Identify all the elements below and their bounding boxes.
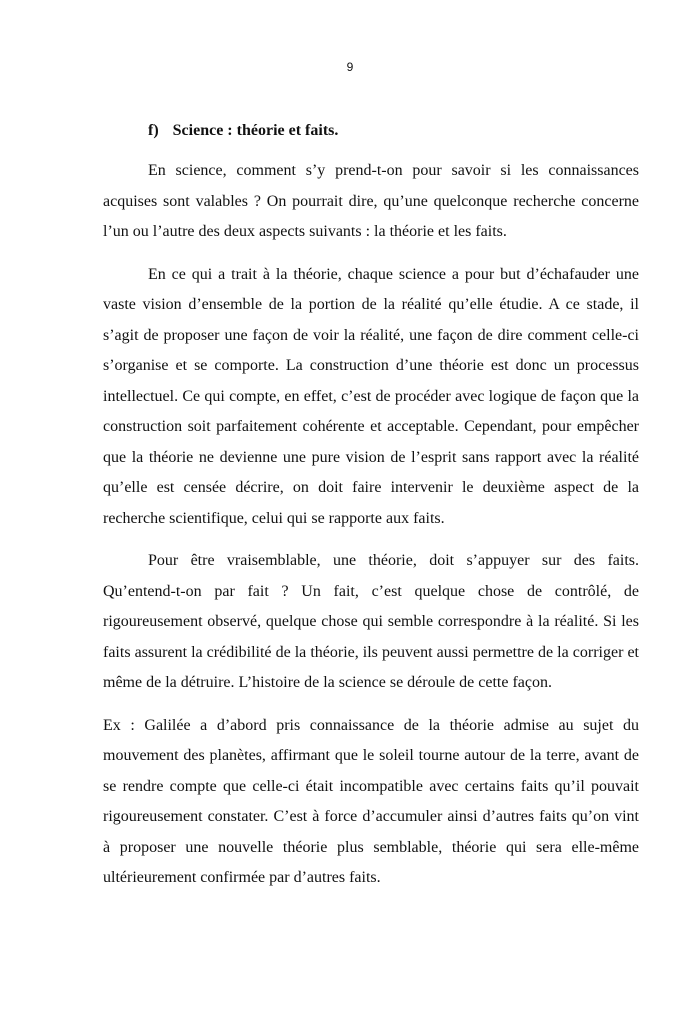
section-heading (103, 116, 639, 146)
paragraph-example: Ex : Galilée a d’abord pris connaissance de la théorie admise au sujet du mouvement des planètes, affirmant que le soleil tourne autour de la terre, avant de se rendre compte que celle-ci était incompatible avec certains faits qu’il pouvait rigoureusement constater. C’est à force d’accumuler ainsi d’autres faits qu’on vint à proposer une nouvelle théorie plus semblable, théorie qui sera elle-même ultérieurement confirmée par d’autres faits. (103, 716, 639, 886)
section-marker: f) (148, 122, 159, 139)
page-content (103, 116, 639, 906)
page-number: 9 (346, 60, 354, 74)
paragraph-facts: Pour être vraisemblable, une théorie, doit s’appuyer sur des faits. Qu’entend-t-on par fait ? Un fait, c’est quelque chose de contrôlé, de rigoureusement observé, quelque chose qui semble correspondre à la réalité. Si les faits assurent la crédibilité de la théorie, ils peuvent aussi permettre de la corriger et même de la détruire. L’histoire de la science se déroule de cette façon. (103, 552, 639, 691)
paragraph-intro: En science, comment s’y prend-t-on pour savoir si les connaissances acquises sont valables ? On pourrait dire, qu’une quelconque recherche concerne l’un ou l’autre des deux aspects suivants : la théorie et les faits. (103, 162, 639, 240)
section-title: Science : théorie et faits. (172, 122, 339, 139)
paragraph-theory: En ce qui a trait à la théorie, chaque science a pour but d’échafauder une vaste vision d’ensemble de la portion de la réalité qu’elle étudie. A ce stade, il s’agit de proposer une façon de voir la réalité, une façon de dire comment celle-ci s’organise et se comporte. La construction d’une théorie est donc un processus intellectuel. Ce qui compte, en effet, c’est de procéder avec logique de façon que la construction soit parfaitement cohérente et acceptable. Cependant, pour empêcher que la théorie ne devienne une pure vision de l’esprit sans rapport avec la réalité qu’elle est censée décrire, on doit faire intervenir le deuxième aspect de la recherche scientifique, celui qui se rapporte aux faits. (103, 265, 639, 527)
